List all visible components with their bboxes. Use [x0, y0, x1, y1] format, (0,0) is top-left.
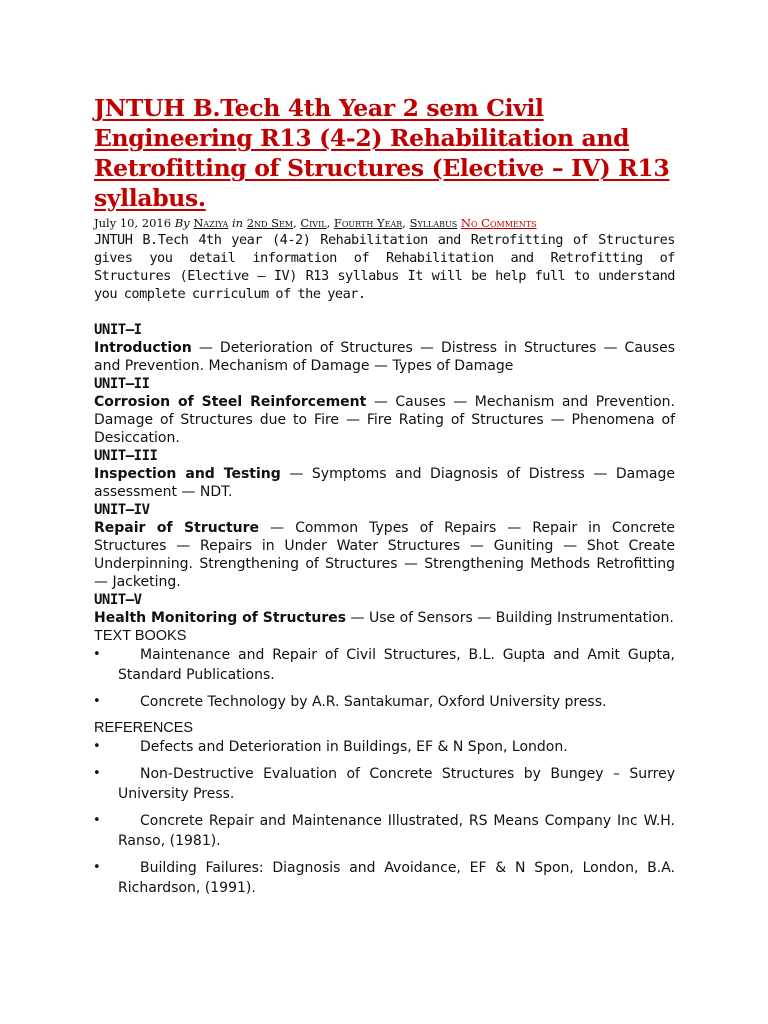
unit-body	[94, 465, 675, 501]
list-item-text: Building Failures: Diagnosis and Avoidance, EF & N Spon, London, B.A. Richardson, (1991).	[118, 860, 675, 896]
unit-block	[94, 501, 675, 591]
intro-paragraph: JNTUH B.Tech 4th year (4-2) Rehabilitation and Retrofitting of Structures gives you detail information of Rehabilitation and Retrofitting of Structures (Elective – IV) R13 syllabus It will be help full to understand you complete curriculum of the year.	[94, 232, 675, 302]
unit-body	[94, 339, 675, 375]
units-section	[94, 321, 675, 627]
list-item-text: Non-Destructive Evaluation of Concrete Structures by Bungey – Surrey University Press.	[118, 766, 675, 802]
unit-body	[94, 393, 675, 447]
unit-topic: Health Monitoring of Structures	[94, 610, 347, 626]
unit-heading: UNIT—II	[94, 376, 150, 392]
bullet-icon: •	[93, 694, 101, 709]
bullet-icon: •	[93, 739, 101, 754]
comments-link[interactable]: No Comments	[460, 216, 537, 230]
unit-description: — Causes — Mechanism and Prevention. Damage of Structures due to Fire — Fire Rating of Structures — Phenomena of Desiccation.	[94, 394, 675, 446]
category-link[interactable]: Civil	[300, 216, 327, 230]
category-link[interactable]: 2nd Sem	[246, 216, 294, 230]
references-list	[94, 737, 675, 898]
list-item	[94, 645, 675, 685]
category-link[interactable]: Syllabus	[409, 216, 458, 230]
in-label: in	[231, 216, 244, 230]
unit-description: — Common Types of Repairs — Repair in Concrete Structures — Repairs in Under Water Structures — Guniting — Shot Create Underpinning. Strengthening of Structures — Strengthening Methods Retrofitting — Jacketing.	[94, 520, 675, 590]
unit-heading: UNIT—I	[94, 322, 142, 338]
unit-description: — Symptoms and Diagnosis of Distress — Damage assessment — NDT.	[94, 466, 675, 500]
unit-block	[94, 591, 675, 627]
unit-body	[94, 609, 675, 627]
unit-topic: Inspection and Testing	[94, 466, 281, 482]
unit-topic: Corrosion of Steel Reinforcement	[94, 394, 367, 410]
category-link[interactable]: Fourth Year	[333, 216, 403, 230]
unit-topic: Introduction	[94, 340, 192, 356]
unit-heading: UNIT—IV	[94, 502, 150, 518]
list-item	[94, 858, 675, 898]
by-label: By	[174, 216, 190, 230]
document-page	[94, 93, 675, 905]
unit-block	[94, 321, 675, 375]
list-item	[94, 692, 675, 712]
bullet-icon: •	[93, 647, 101, 662]
references-heading: REFERENCES	[94, 720, 194, 736]
list-item-text: Maintenance and Repair of Civil Structures, B.L. Gupta and Amit Gupta, Standard Publications.	[118, 647, 675, 683]
page-title[interactable]: JNTUH B.Tech 4th Year 2 sem Civil Engineering R13 (4-2) Rehabilitation and Retrofitting of Structures (Elective – IV) R13 syllabus.	[94, 94, 670, 212]
list-item-text: Defects and Deterioration in Buildings, EF & N Spon, London.	[140, 739, 568, 755]
unit-block	[94, 447, 675, 501]
unit-description: — Use of Sensors — Building Instrumentation.	[346, 610, 674, 626]
bullet-icon: •	[93, 766, 101, 781]
list-item	[94, 737, 675, 757]
unit-topic: Repair of Structure	[94, 520, 260, 536]
text-books-list	[94, 645, 675, 712]
bullet-icon: •	[93, 860, 101, 875]
list-item	[94, 811, 675, 851]
post-date: July 10, 2016	[94, 216, 172, 230]
list-item	[94, 764, 675, 804]
list-item-text: Concrete Technology by A.R. Santakumar, Oxford University press.	[140, 694, 607, 710]
unit-description: — Deterioration of Structures — Distress in Structures — Causes and Prevention. Mechanism of Damage — Types of Damage	[94, 340, 675, 374]
unit-heading: UNIT—V	[94, 592, 142, 608]
unit-heading: UNIT—III	[94, 448, 158, 464]
unit-body	[94, 519, 675, 591]
bullet-icon: •	[93, 813, 101, 828]
text-books-heading: TEXT BOOKS	[94, 628, 187, 644]
author-link[interactable]: Naziya	[193, 216, 229, 230]
unit-block	[94, 375, 675, 447]
list-item-text: Concrete Repair and Maintenance Illustrated, RS Means Company Inc W.H. Ranso, (1981).	[118, 813, 675, 849]
post-meta: July 10, 2016 By Naziya in 2nd Sem, Civil, Fourth Year, Syllabus No Comments	[94, 216, 537, 230]
